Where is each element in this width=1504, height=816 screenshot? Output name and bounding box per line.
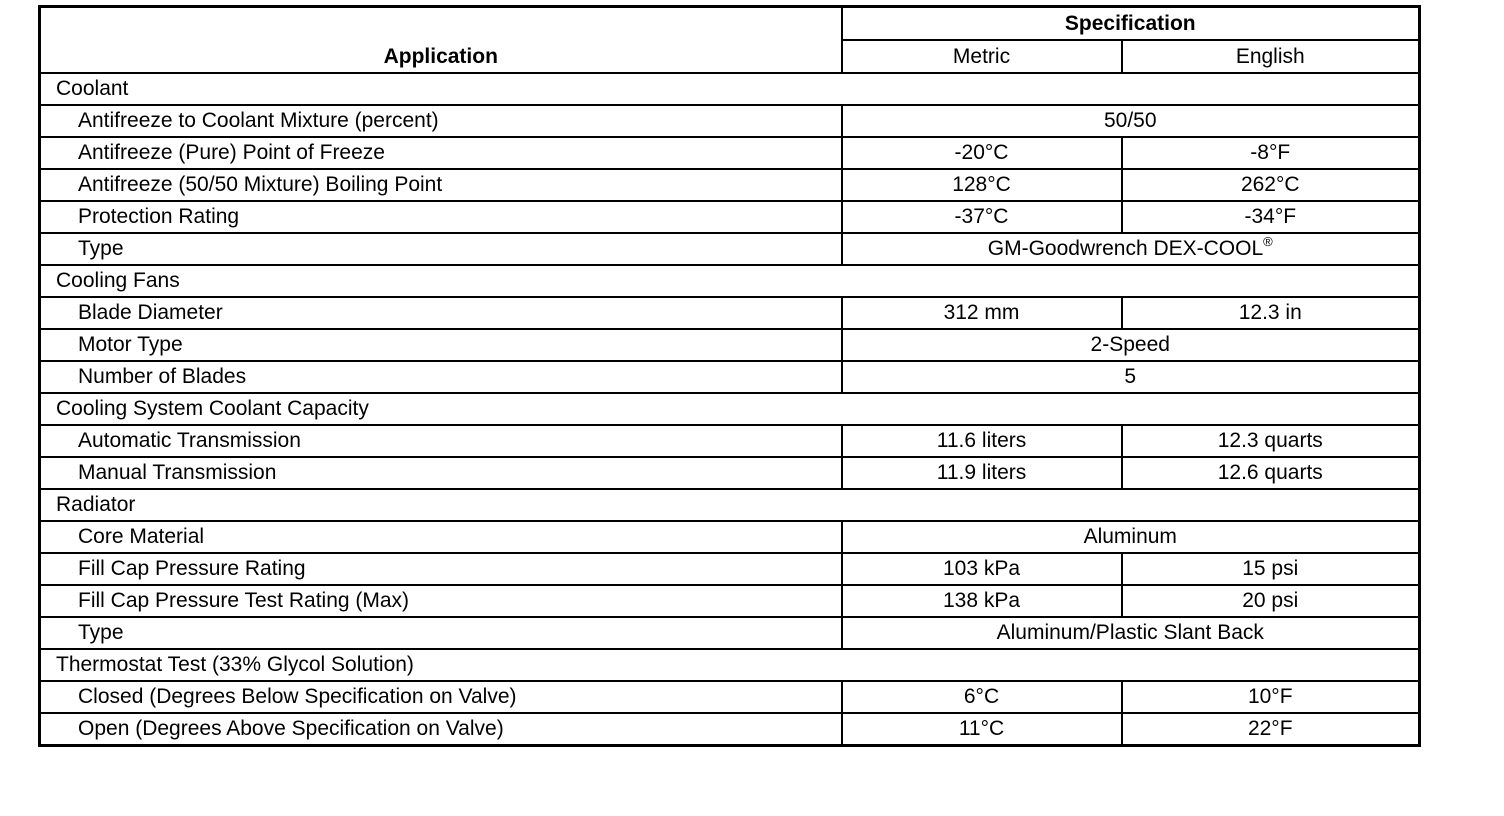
metric-cell: -37°C [842,201,1122,233]
metric-cell: 103 kPa [842,553,1122,585]
specification-value: Aluminum [1083,525,1177,548]
english-cell: -8°F [1122,137,1420,169]
section-label: Thermostat Test (33% Glycol Solution) [40,649,1420,681]
english-cell: 12.3 in [1122,297,1420,329]
application-cell: Core Material [40,521,842,553]
table-row [40,585,1420,617]
metric-cell: 11.9 liters [842,457,1122,489]
application-cell: Antifreeze to Coolant Mixture (percent) [40,105,842,137]
english-cell: -34°F [1122,201,1420,233]
metric-cell: 138 kPa [842,585,1122,617]
specification-value: Aluminum/Plastic Slant Back [996,621,1264,644]
application-cell: Number of Blades [40,361,842,393]
header-row-top [40,7,1420,41]
section-row [40,393,1420,425]
table-row [40,201,1420,233]
english-cell: 12.3 quarts [1122,425,1420,457]
section-label: Cooling System Coolant Capacity [40,393,1420,425]
table-row [40,521,1420,553]
table-row [40,713,1420,746]
application-cell: Fill Cap Pressure Test Rating (Max) [40,585,842,617]
application-cell: Closed (Degrees Below Specification on Valve) [40,681,842,713]
application-cell: Type [40,233,842,265]
metric-cell: 6°C [842,681,1122,713]
section-row [40,265,1420,297]
english-cell: 22°F [1122,713,1420,746]
table-row [40,425,1420,457]
section-row [40,489,1420,521]
section-label: Radiator [40,489,1420,521]
specification-cell [842,617,1420,649]
table-row [40,233,1420,265]
application-cell: Open (Degrees Above Specification on Valve) [40,713,842,746]
english-cell: 262°C [1122,169,1420,201]
table-row [40,361,1420,393]
section-row [40,649,1420,681]
application-cell: Type [40,617,842,649]
table-row [40,457,1420,489]
metric-cell: 128°C [842,169,1122,201]
table-row [40,105,1420,137]
application-cell: Manual Transmission [40,457,842,489]
application-cell: Fill Cap Pressure Rating [40,553,842,585]
section-label: Coolant [40,73,1420,105]
table-row [40,297,1420,329]
application-cell: Antifreeze (50/50 Mixture) Boiling Point [40,169,842,201]
table-row [40,681,1420,713]
specification-value: GM-Goodwrench DEX-COOL [987,237,1264,260]
metric-cell: 312 mm [842,297,1122,329]
english-cell: 12.6 quarts [1122,457,1420,489]
table-row [40,617,1420,649]
metric-header: Metric [842,40,1122,73]
registered-mark: ® [1263,234,1273,249]
spec-table-body [40,73,1420,746]
metric-cell: 11°C [842,713,1122,746]
specification-value: 50/50 [1103,109,1157,132]
application-cell: Antifreeze (Pure) Point of Freeze [40,137,842,169]
section-label: Cooling Fans [40,265,1420,297]
specification-cell [842,361,1420,393]
table-row [40,329,1420,361]
application-cell: Motor Type [40,329,842,361]
metric-cell: -20°C [842,137,1122,169]
specification-header: Specification [842,7,1420,41]
table-row [40,553,1420,585]
specification-value: 2-Speed [1090,333,1170,356]
application-cell: Protection Rating [40,201,842,233]
english-cell: 15 psi [1122,553,1420,585]
specification-cell [842,233,1420,265]
english-header: English [1122,40,1420,73]
application-header: Application [40,7,842,74]
english-cell: 10°F [1122,681,1420,713]
metric-cell: 11.6 liters [842,425,1122,457]
english-cell: 20 psi [1122,585,1420,617]
table-row [40,169,1420,201]
specification-cell [842,105,1420,137]
section-row [40,73,1420,105]
table-row [40,137,1420,169]
specification-cell [842,329,1420,361]
application-cell: Blade Diameter [40,297,842,329]
application-cell: Automatic Transmission [40,425,842,457]
specification-cell [842,521,1420,553]
cooling-system-spec-table [38,5,1421,747]
specification-value: 5 [1124,365,1137,388]
